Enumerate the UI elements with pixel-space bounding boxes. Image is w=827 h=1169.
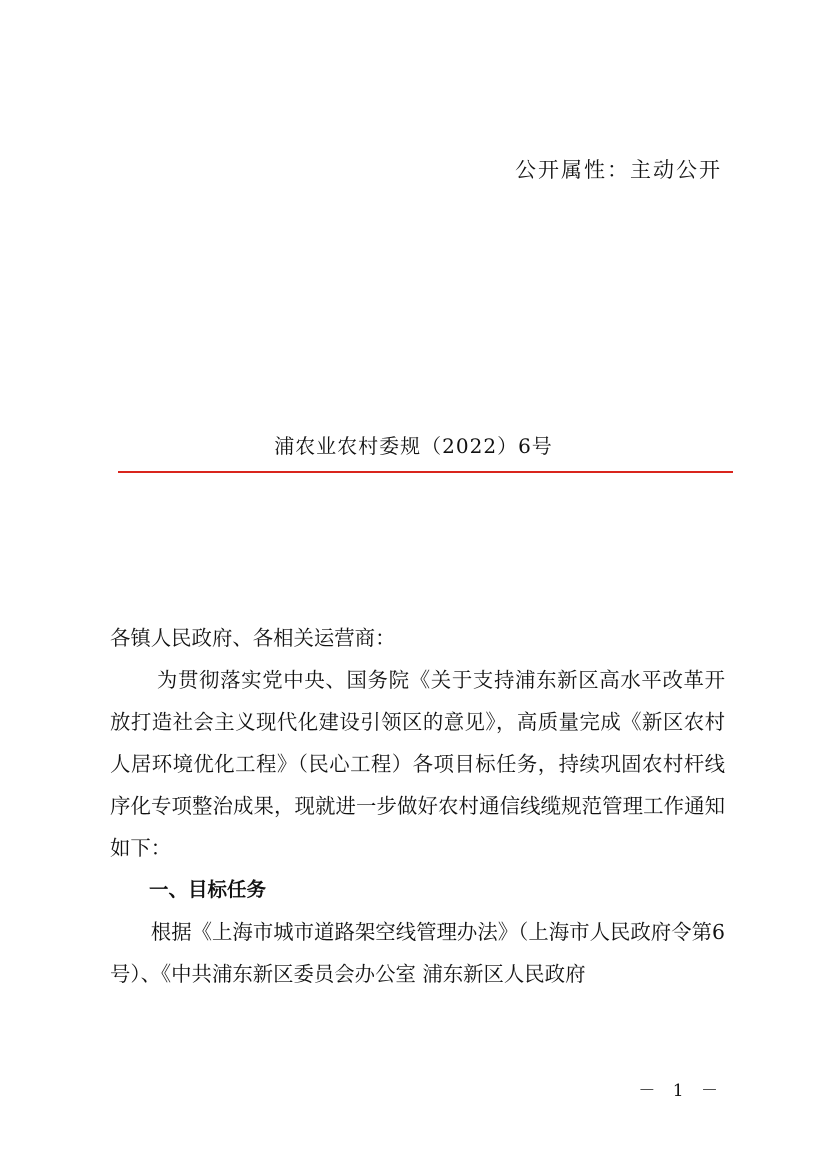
red-divider — [118, 471, 733, 473]
intro-paragraph: 为贯彻落实党中央、国务院《关于支持浦东新区高水平改革开放打造社会主义现代化建设引领区的意见》，高质量完成《新区农村人居环境优化工程》（民心工程）各项目标任务，持续巩固农村杆线序化专项整治成果，现就进一步做好农村通信线缆规范管理工作通知如下： — [110, 668, 725, 860]
page-number: － 1 － — [638, 1081, 724, 1101]
document-body — [110, 617, 725, 995]
section-paragraph: 根据《上海市城市道路架空线管理办法》（上海市人民政府令第6号）、《中共浦东新区委员会办公室 浦东新区人民政府 — [110, 920, 725, 986]
disclosure-label: 公开属性：主动公开 — [515, 158, 722, 182]
section-heading: 一、目标任务 — [149, 878, 267, 901]
document-number: 浦农业农村委规（2022）6号 — [274, 434, 553, 458]
salutation: 各镇人民政府、各相关运营商： — [110, 626, 396, 650]
